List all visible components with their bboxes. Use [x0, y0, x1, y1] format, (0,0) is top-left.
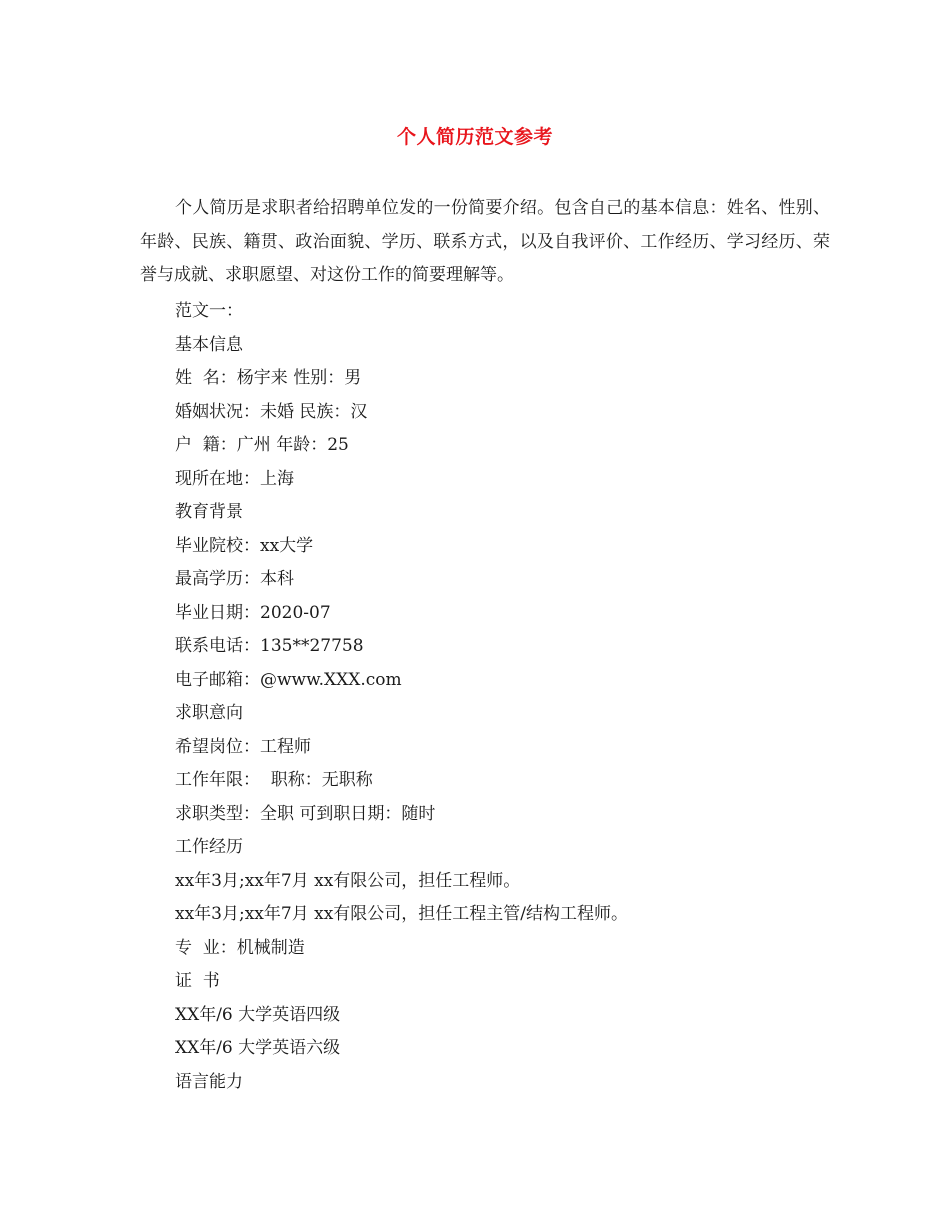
text-line-hukou-age: 户 籍：广州 年龄：25: [175, 435, 349, 455]
section-heading-language: 语言能力: [175, 1071, 243, 1092]
section-heading-job-intention: 求职意向: [175, 703, 243, 723]
text-line-years-title: 工作年限： 职称：无职称: [175, 770, 373, 790]
text-line-marital-ethnicity: 婚姻状况：未婚 民族：汉: [175, 401, 368, 422]
resume-lines: [175, 295, 628, 1099]
section-heading-certificates: 证 书: [175, 971, 220, 991]
text-line-job-type: 求职类型：全职 可到职日期：随时: [175, 803, 436, 824]
text-line-sample-label: 范文一：: [175, 301, 243, 321]
text-line-phone: 联系电话：135**27758: [175, 636, 364, 656]
document-title: 个人简历范文参考: [396, 126, 553, 148]
text-line-work-entry-2: xx年3月;xx年7月 xx有限公司，担任工程主管/结构工程师。: [175, 904, 629, 924]
text-line-graduation-date: 毕业日期：2020-07: [175, 602, 331, 623]
text-line-desired-position: 希望岗位：工程师: [175, 736, 311, 757]
section-heading-basic-info: 基本信息: [175, 334, 243, 355]
text-line-work-entry-1: xx年3月;xx年7月 xx有限公司，担任工程师。: [175, 870, 521, 891]
text-line-degree: 最高学历：本科: [175, 569, 294, 589]
text-line-name-gender: 姓 名：杨宇来 性别：男: [175, 368, 362, 388]
intro-paragraph: 个人简历是求职者给招聘单位发的一份简要介绍。包含自己的基本信息：姓名、性别、年龄、民族、籍贯、政治面貌、学历、联系方式，以及自我评价、工作经历、学习经历、荣誉与成就、求职愿望、对这份工作的简要理解等。: [140, 198, 830, 285]
text-line-current-location: 现所在地：上海: [175, 468, 294, 489]
text-line-email: 电子邮箱：@www.XXX.com: [175, 669, 402, 690]
section-heading-work-experience: 工作经历: [175, 837, 243, 857]
text-line-cet6: XX年/6 大学英语六级: [175, 1038, 341, 1058]
text-line-major: 专 业：机械制造: [175, 937, 305, 958]
text-line-cet4: XX年/6 大学英语四级: [175, 1004, 341, 1025]
text-line-school: 毕业院校：xx大学: [175, 535, 314, 556]
section-heading-education: 教育背景: [175, 502, 243, 522]
